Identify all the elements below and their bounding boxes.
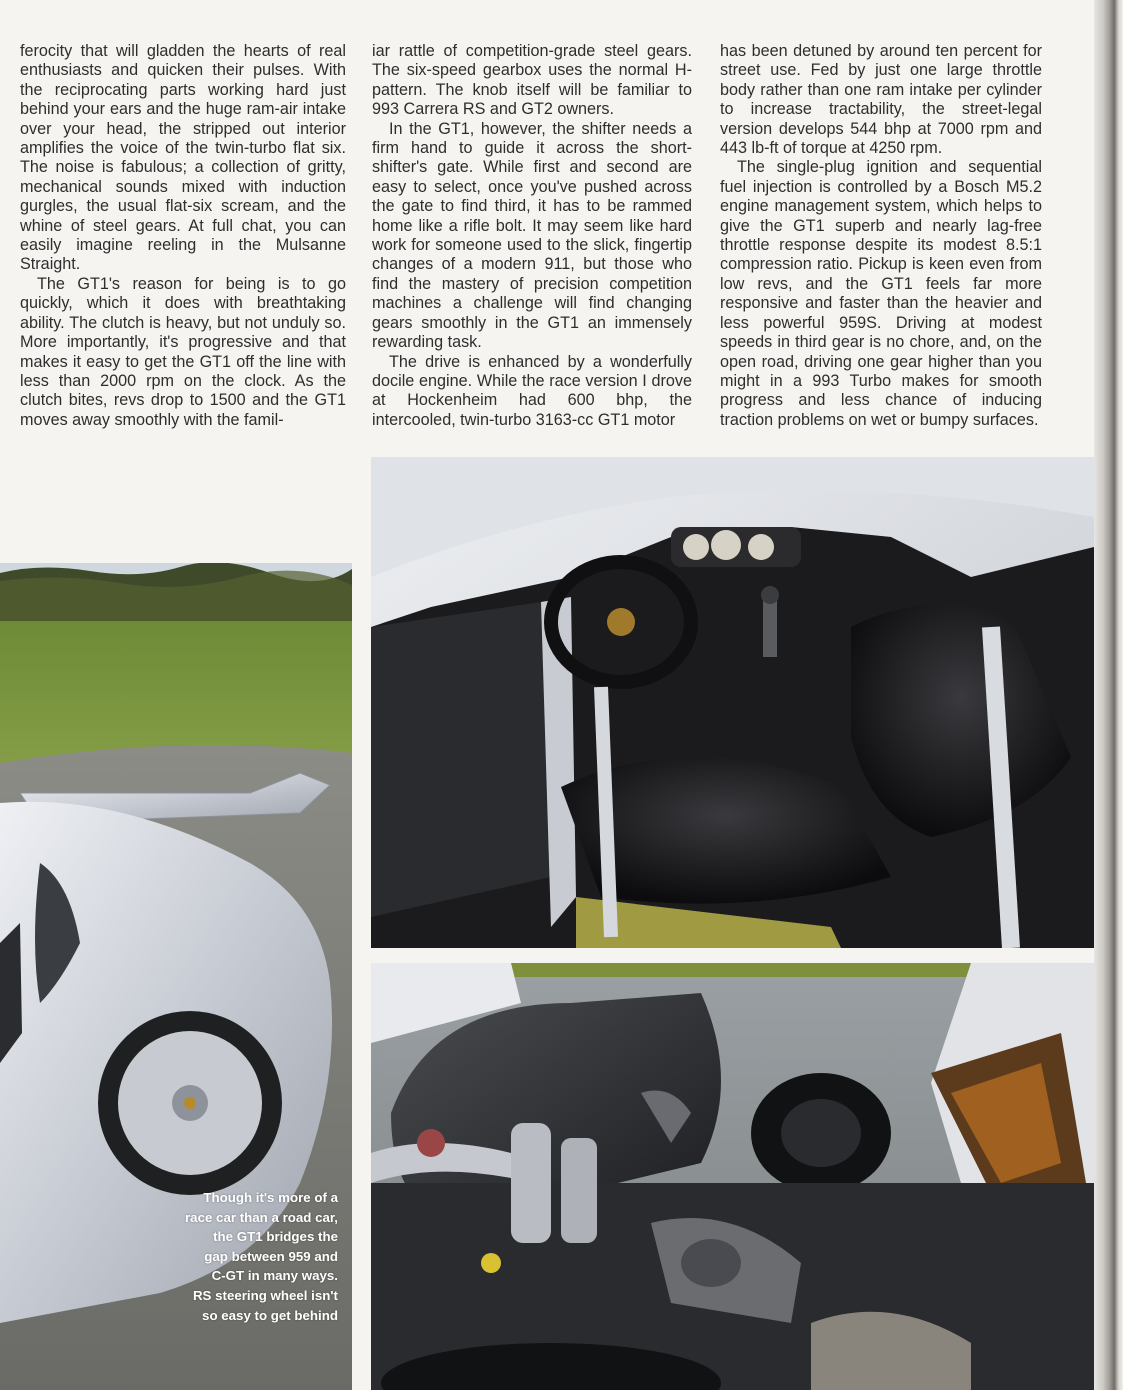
- page-gutter: [1094, 0, 1123, 1390]
- caption-line: race car than a road car,: [185, 1209, 338, 1225]
- paragraph: The single-plug ignition and sequential fuel injection is controlled by a Bosch M5.2 engine management system, which helps to give the GT1 superb and nearly lag-free throttle response despite its modest 8.5:1 compression ratio. Pickup is keen even from low revs, and the GT1 feels far more responsive and faster than the heavier and less powerful 959S. Driving at modest speeds in third gear is no chore, and, on the open road, driving one gear higher than you might in a 993 Turbo makes for smooth progress and less chance of inducing traction problems on wet or bumpy surfaces.: [720, 158, 1042, 429]
- caption-line: the GT1 bridges the: [213, 1229, 338, 1245]
- photo-caption: [120, 1188, 338, 1325]
- article-column-3: [720, 42, 1042, 430]
- paragraph: iar rattle of competition-grade steel gears. The six-speed gearbox uses the normal H-pattern. The knob itself will be familiar to 993 Carrera RS and GT2 owners.: [372, 42, 692, 119]
- caption-line: RS steering wheel isn't: [192, 1287, 338, 1303]
- cockpit-interior-photo: [371, 457, 1094, 948]
- paragraph: The GT1's reason for being is to go quickly, which it does with breathtaking ability. The clutch is heavy, but not unduly so. More importantly, it's progressive and that makes it easy to get the GT1 off the line with less than 2000 rpm on the clock. As the clutch bites, revs drop to 1500 and the GT1 moves away smoothly with the famil-: [20, 274, 346, 429]
- engine-bay-photo: [371, 963, 1094, 1390]
- caption-line: so easy to get behind: [202, 1307, 338, 1323]
- paragraph: In the GT1, however, the shifter needs a firm hand to guide it across the short-shifter's gate. While first and second are easy to select, once you've pushed across the gate to find third, it has to be rammed home like a rifle bolt. It may seem like hard work for someone used to the slick, fingertip changes of a modern 911, but those who find the mastery of precision competition machines a challenge will find changing gears smoothly in the GT1 an immensely rewarding task.: [372, 119, 692, 352]
- caption-line: Though it's more of a: [203, 1190, 338, 1205]
- paragraph: The drive is enhanced by a wonderfully docile engine. While the race version I drove at Hockenheim had 600 bhp, the intercooled, twin-turbo 3163-cc GT1 motor: [372, 352, 692, 429]
- caption-line: gap between 959 and: [204, 1248, 338, 1264]
- article-column-1: [20, 42, 346, 430]
- caption-line: C-GT in many ways.: [211, 1268, 338, 1284]
- article-column-2: [372, 42, 692, 430]
- paragraph: ferocity that will gladden the hearts of real enthusiasts and quicken their pulses. With the reciprocating parts working hard just behind your ears and the huge ram-air intake over your head, the stripped out interior amplifies the voice of the twin-turbo flat six. The noise is fabulous; a collection of gritty, mechanical sounds mixed with induction gurgles, the usual flat-six scream, and the whine of steel gears. At full chat, you can easily imagine reeling in the Mulsanne Straight.: [20, 42, 346, 274]
- paragraph: has been detuned by around ten percent for street use. Fed by just one large throttle body rather than one ram intake per cylinder to increase tractability, the street-legal version develops 544 bhp at 7000 rpm and 443 lb-ft of torque at 4250 rpm.: [720, 42, 1042, 158]
